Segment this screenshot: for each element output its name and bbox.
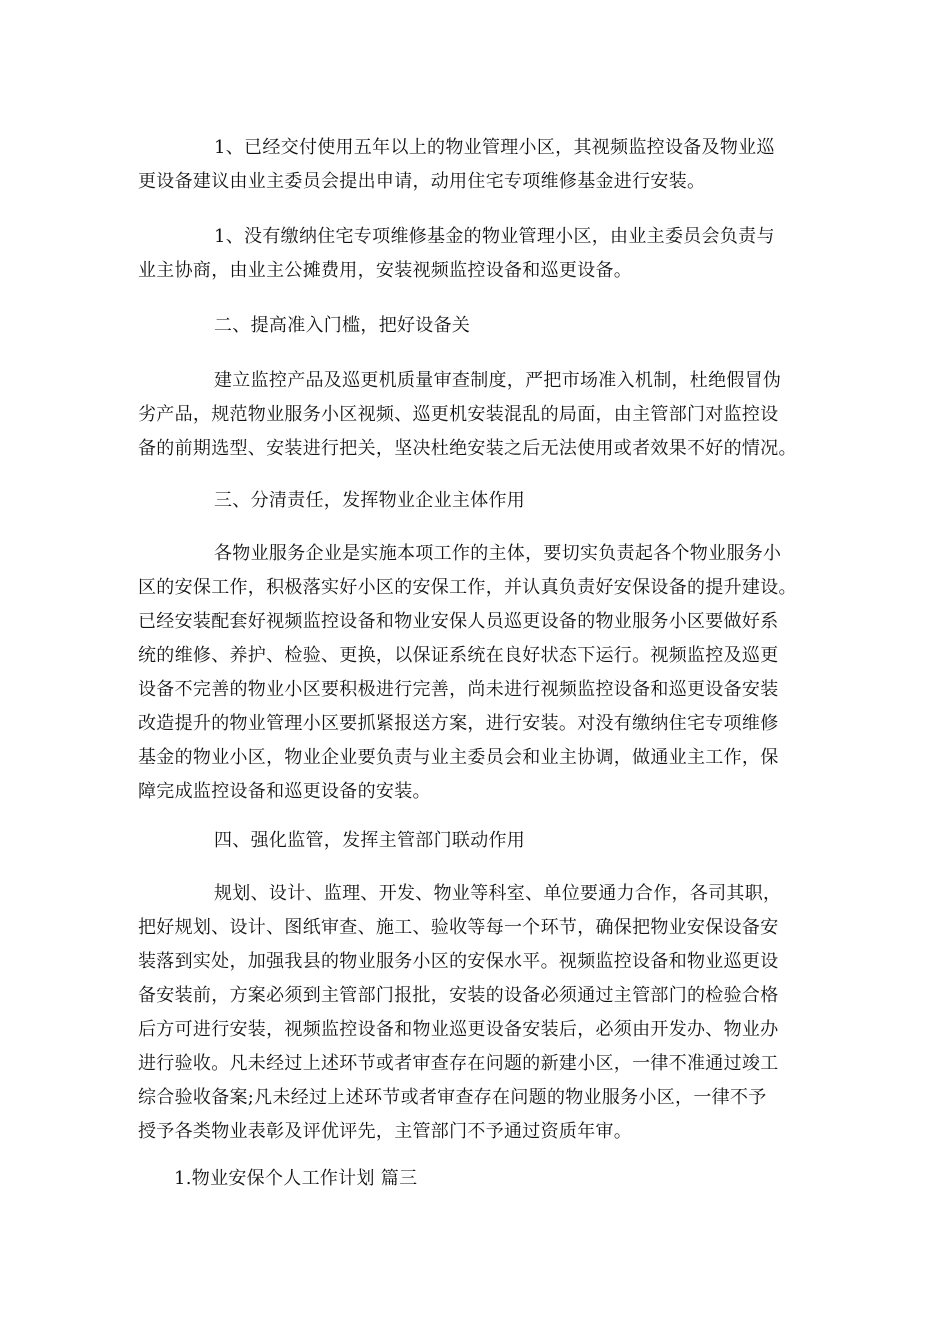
paragraph-1: 1、已经交付使用五年以上的物业管理小区，其视频监控设备及物业巡 更设备建议由业主委员会提出申请，动用住宅专项维修基金进行安装。 [138,137,775,192]
paragraph-4: 各物业服务企业是实施本项工作的主体，要切实负责起各个物业服务小 区的安保工作，积极落实好小区的安保工作，并认真负责好安保设备的提升建设。 已经安装配套好视频监控设备和物业安保人员巡更设备的物业服务小区要做好系 统的维修、养护、检验、更换，以保证系统在良好状态下运行。视频监控及巡更 设备不完善的物业小区要积极进行完善，尚未进行视频监控设备和巡更设备安装 改造提升的物业管理小区要抓紧报送方案，进行安装。对没有缴纳住宅专项维修 基金的物业小区，物业企业要负责与业主委员会和业主协调，做通业主工作，保 障完成监控设备和巡更设备的安装。 [138,543,797,802]
section-heading-3: 三、分清责任，发挥物业企业主体作用 [214,490,526,511]
section-heading-4: 四、强化监管，发挥主管部门联动作用 [214,830,526,851]
section-heading-2: 二、提高准入门槛，把好设备关 [214,315,471,336]
paragraph-5: 规划、设计、监理、开发、物业等科室、单位要通力合作，各司其职， 把好规划、设计、图纸审查、施工、验收等每一个环节，确保把物业安保设备安 装落到实处，加强我县的物业服务小区的安保水平。视频监控设备和物业巡更设 备安装前，方案必须到主管部门报批，安装的设备必须通过主管部门的检验合格 后方可进行安装，视频监控设备和物业巡更设备安装后，必须由开发办、物业办 进行验收。凡未经过上述环节或者审查存在问题的新建小区，一律不准通过竣工 综合验收备案;凡未经过上述环节或者审查存在问题的物业服务小区，一律不予 授予各类物业表彰及评优评先，主管部门不予通过资质年审。 [138,883,782,1142]
paragraph-3: 建立监控产品及巡更机质量审查制度，严把市场准入机制，杜绝假冒伪 劣产品，规范物业服务小区视频、巡更机安装混乱的局面，由主管部门对监控设 备的前期选型、安装进行把关，坚决杜绝安装之后无法使用或者效果不好的情况。 [138,370,797,459]
section-title-part-3: 1.物业安保个人工作计划 篇三 [174,1168,418,1189]
paragraph-2: 1、没有缴纳住宅专项维修基金的物业管理小区，由业主委员会负责与 业主协商，由业主公摊费用，安装视频监控设备和巡更设备。 [138,226,775,281]
